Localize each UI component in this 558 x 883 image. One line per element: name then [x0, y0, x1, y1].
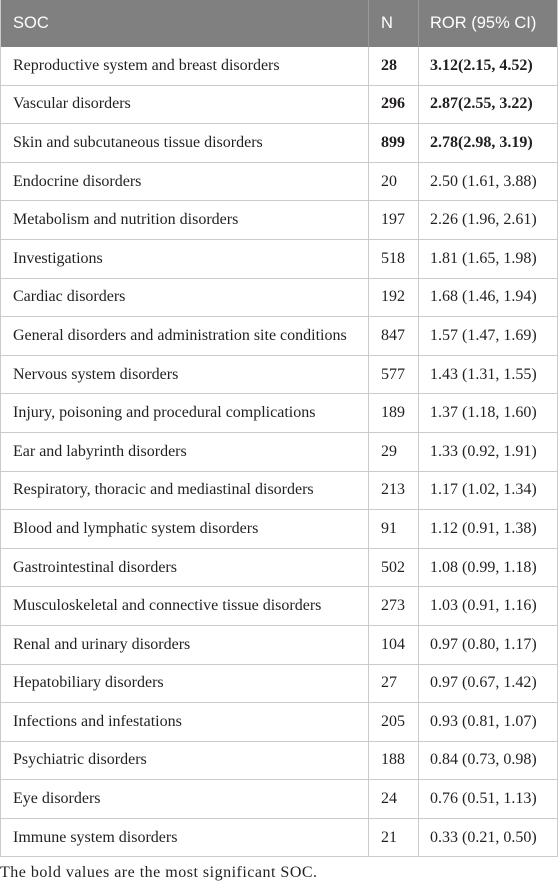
- cell-soc: Metabolism and nutrition disorders: [1, 201, 369, 239]
- cell-ror: 2.78(2.98, 3.19): [430, 133, 533, 151]
- table-row: [1, 394, 557, 433]
- table-row: [1, 472, 557, 511]
- cell-ror: 1.33 (0.92, 1.91): [430, 442, 537, 460]
- cell-soc: Eye disorders: [1, 780, 369, 818]
- cell-soc: Respiratory, thoracic and mediastinal disorders: [1, 472, 369, 510]
- cell-n: 21: [369, 819, 419, 857]
- cell-ror: 1.17 (1.02, 1.34): [430, 481, 537, 499]
- cell-n: 27: [369, 665, 419, 703]
- cell-n: 197: [369, 201, 419, 239]
- cell-soc: Renal and urinary disorders: [1, 626, 369, 664]
- cell-soc: Injury, poisoning and procedural complications: [1, 394, 369, 432]
- cell-ror: 3.12(2.15, 4.52): [430, 56, 533, 74]
- cell-soc: Investigations: [1, 240, 369, 278]
- cell-soc: Immune system disorders: [1, 819, 369, 857]
- cell-ror: 2.26 (1.96, 2.61): [430, 211, 537, 229]
- header-ror: ROR (95% CI): [430, 14, 537, 32]
- cell-n: 502: [369, 549, 419, 587]
- cell-ror: 0.93 (0.81, 1.07): [430, 712, 537, 730]
- cell-ror: 0.97 (0.67, 1.42): [430, 674, 537, 692]
- table-row: [1, 163, 557, 202]
- table-row: [1, 317, 557, 356]
- table-header-row: [1, 0, 557, 47]
- cell-n: 192: [369, 279, 419, 317]
- cell-n: 273: [369, 587, 419, 625]
- cell-n: 577: [369, 356, 419, 394]
- cell-n: 188: [369, 742, 419, 780]
- header-soc: SOC: [1, 0, 369, 47]
- cell-soc: Hepatobiliary disorders: [1, 665, 369, 703]
- cell-soc: Endocrine disorders: [1, 163, 369, 201]
- table-row: [1, 549, 557, 588]
- cell-soc: Blood and lymphatic system disorders: [1, 510, 369, 548]
- cell-n: 29: [369, 433, 419, 471]
- table-row: [1, 626, 557, 665]
- cell-soc: General disorders and administration site conditions: [1, 317, 369, 355]
- cell-ror: 1.12 (0.91, 1.38): [430, 519, 537, 537]
- cell-soc: Ear and labyrinth disorders: [1, 433, 369, 471]
- cell-n: 189: [369, 394, 419, 432]
- table-footnote: The bold values are the most significant SOC.: [0, 864, 318, 881]
- cell-ror: 1.08 (0.99, 1.18): [430, 558, 537, 576]
- table-row: [1, 703, 557, 742]
- cell-n: 205: [369, 703, 419, 741]
- table-row: [1, 510, 557, 549]
- cell-ror: 2.50 (1.61, 3.88): [430, 172, 537, 190]
- cell-n: 20: [369, 163, 419, 201]
- table-row: [1, 587, 557, 626]
- table-row: [1, 201, 557, 240]
- cell-soc: Psychiatric disorders: [1, 742, 369, 780]
- cell-n: 91: [369, 510, 419, 548]
- cell-ror: 2.87(2.55, 3.22): [430, 95, 533, 113]
- table-row: [1, 356, 557, 395]
- cell-soc: Cardiac disorders: [1, 279, 369, 317]
- cell-soc: Skin and subcutaneous tissue disorders: [1, 124, 369, 162]
- cell-n: 518: [369, 240, 419, 278]
- cell-n: 28: [369, 47, 419, 85]
- cell-soc: Infections and infestations: [1, 703, 369, 741]
- table-row: [1, 279, 557, 318]
- table-row: [1, 780, 557, 819]
- table-row: [1, 47, 557, 86]
- cell-n: 296: [369, 86, 419, 124]
- cell-n: 847: [369, 317, 419, 355]
- table-row: [1, 742, 557, 781]
- cell-n: 104: [369, 626, 419, 664]
- cell-ror: 0.33 (0.21, 0.50): [430, 828, 537, 846]
- cell-soc: Vascular disorders: [1, 86, 369, 124]
- cell-ror: 1.43 (1.31, 1.55): [430, 365, 537, 383]
- table-body: [1, 47, 557, 857]
- cell-n: 24: [369, 780, 419, 818]
- header-n: N: [369, 0, 419, 47]
- cell-soc: Musculoskeletal and connective tissue disorders: [1, 587, 369, 625]
- cell-n: 213: [369, 472, 419, 510]
- cell-soc: Reproductive system and breast disorders: [1, 47, 369, 85]
- cell-soc: Nervous system disorders: [1, 356, 369, 394]
- table-row: [1, 86, 557, 125]
- cell-ror: 0.84 (0.73, 0.98): [430, 751, 537, 769]
- cell-ror: 1.37 (1.18, 1.60): [430, 404, 537, 422]
- cell-ror: 1.68 (1.46, 1.94): [430, 288, 537, 306]
- cell-ror: 0.76 (0.51, 1.13): [430, 790, 537, 808]
- cell-ror: 1.03 (0.91, 1.16): [430, 597, 537, 615]
- table-row: [1, 665, 557, 704]
- table-row: [1, 819, 557, 858]
- cell-ror: 1.57 (1.47, 1.69): [430, 326, 537, 344]
- table-row: [1, 240, 557, 279]
- table-row: [1, 433, 557, 472]
- cell-ror: 1.81 (1.65, 1.98): [430, 249, 537, 267]
- cell-n: 899: [369, 124, 419, 162]
- table-row: [1, 124, 557, 163]
- cell-ror: 0.97 (0.80, 1.17): [430, 635, 537, 653]
- cell-soc: Gastrointestinal disorders: [1, 549, 369, 587]
